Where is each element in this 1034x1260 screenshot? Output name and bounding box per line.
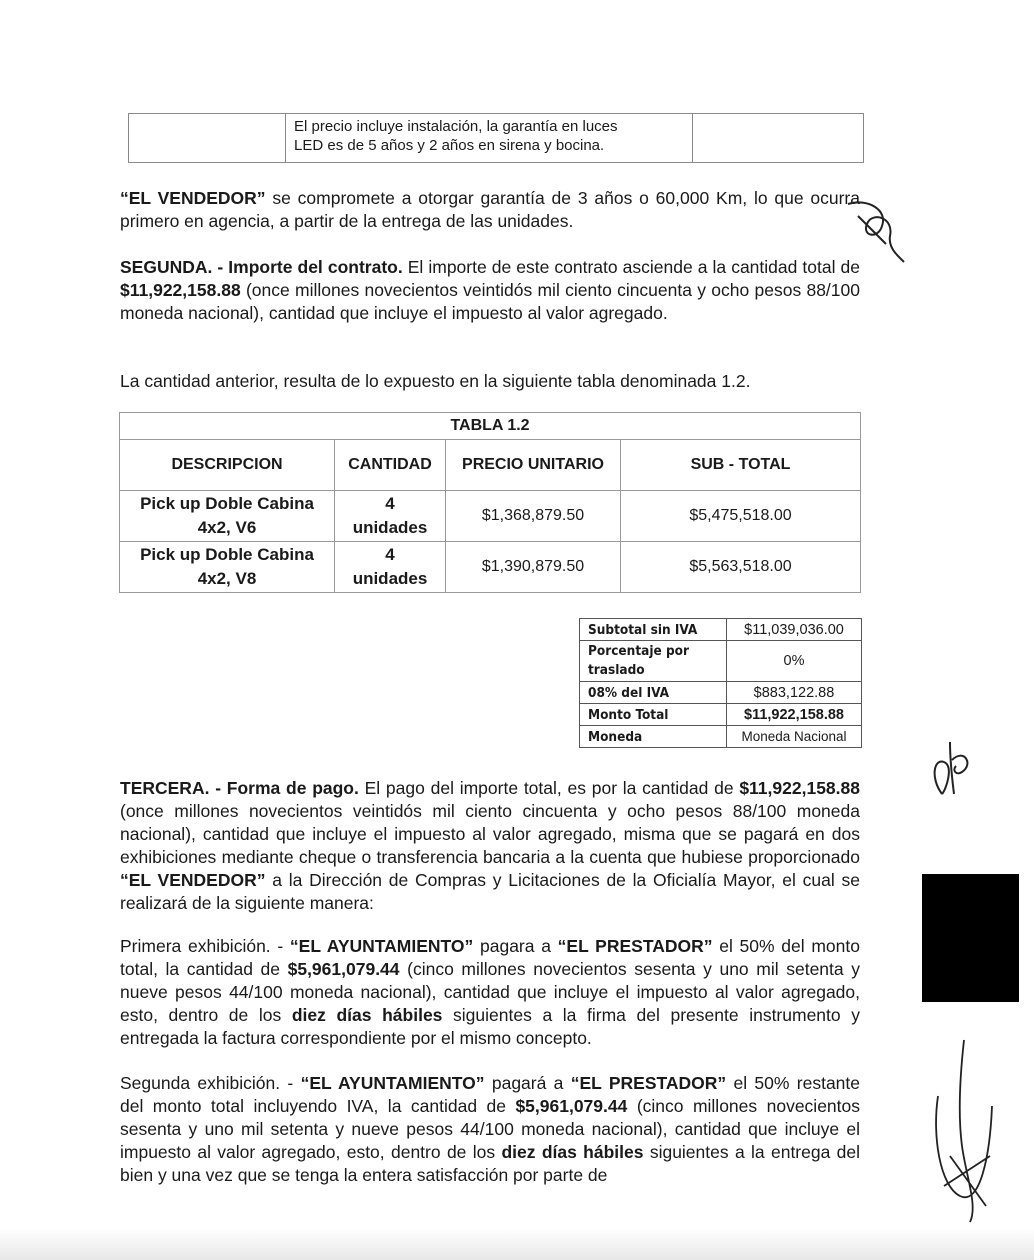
summary-value: Moneda Nacional — [727, 726, 862, 748]
desc-line: 4x2, V6 — [197, 518, 257, 537]
party-term: “EL PRESTADOR” — [570, 1073, 727, 1093]
initials-signature-top — [838, 196, 908, 266]
first-payment-paragraph — [120, 935, 860, 1050]
qty-line: unidades — [352, 518, 428, 537]
qty-line: 4 — [385, 545, 395, 564]
amount: $11,922,158.88 — [120, 280, 241, 300]
subtotal-cell: $5,563,518.00 — [621, 542, 861, 593]
empty-cell — [129, 114, 286, 163]
party-term: “EL AYUNTAMIENTO” — [300, 1073, 485, 1093]
desc-line: 4x2, V8 — [197, 569, 257, 588]
clause-text: Primera exhibición. - — [120, 936, 290, 956]
summary-value: $11,922,158.88 — [727, 704, 862, 726]
summary-row — [580, 619, 862, 641]
redaction-block — [922, 874, 1019, 1002]
signature-bottom-right — [930, 1036, 1000, 1226]
clause-text: (once millones novecientos veintidós mil ciento cincuenta y ocho pesos 88/100 moneda nacional), cantidad que incluye el impuesto al valor agregado. — [120, 280, 860, 323]
party-term: “EL PRESTADOR” — [557, 936, 713, 956]
summary-label: Subtotal sin IVA — [580, 619, 727, 641]
qty-cell — [335, 491, 446, 542]
second-payment-paragraph — [120, 1072, 860, 1187]
clause-text: El pago del importe total, es por la cantidad de — [358, 778, 740, 798]
tabla-1-2 — [119, 412, 861, 593]
summary-row — [580, 726, 862, 748]
clause-heading: SEGUNDA. - Importe del contrato. — [120, 257, 403, 277]
subtotal-cell: $5,475,518.00 — [621, 491, 861, 542]
col-header: DESCRIPCION — [120, 440, 335, 491]
amount: $11,922,158.88 — [739, 778, 860, 798]
clause-text: a la Dirección de Compras y Licitaciones de la Oficialía Mayor, el cual se realizará de la siguiente manera: — [120, 870, 860, 913]
summary-row — [580, 704, 862, 726]
clause-heading: TERCERA. - Forma de pago. — [120, 778, 359, 798]
amount: $5,961,079.44 — [287, 959, 400, 979]
desc-line: Pick up Doble Cabina — [140, 494, 314, 513]
empty-cell — [693, 114, 864, 163]
deadline-term: diez días hábiles — [291, 1005, 443, 1025]
table-row — [120, 491, 861, 542]
col-header: CANTIDAD — [335, 440, 446, 491]
amount: $5,961,079.44 — [515, 1096, 628, 1116]
clause-text: pagará a — [484, 1073, 571, 1093]
warranty-text: se compromete a otorgar garantía de 3 años o 60,000 Km, lo que ocurra primero en agencia, a partir de la entrega de las unidades. — [120, 188, 860, 231]
summary-row — [580, 641, 862, 682]
qty-cell — [335, 542, 446, 593]
scan-shadow — [0, 1228, 1034, 1260]
clause-text: siguientes a la firma del presente instrumento y entregada la factura correspondiente por el mismo concepto. — [120, 1005, 860, 1048]
clause-tercera — [120, 777, 860, 915]
table-title: TABLA 1.2 — [120, 413, 861, 440]
qty-line: 4 — [385, 494, 395, 513]
vendor-term: “EL VENDEDOR” — [120, 870, 266, 890]
warranty-paragraph — [120, 187, 860, 233]
col-header: SUB - TOTAL — [621, 440, 861, 491]
clause-text: Segunda exhibición. - — [120, 1073, 301, 1093]
warranty-note-line2: LED es de 5 años y 2 años en sirena y bocina. — [294, 137, 605, 154]
summary-label: 08% del IVA — [580, 682, 727, 704]
summary-value: 0% — [727, 641, 862, 682]
summary-row — [580, 682, 862, 704]
initials-signature-middle — [928, 738, 976, 798]
clause-text: pagara a — [473, 936, 558, 956]
table-row — [120, 542, 861, 593]
summary-label: Porcentaje por traslado — [580, 641, 727, 682]
clause-segunda — [120, 256, 860, 325]
summary-value: $11,039,036.00 — [727, 619, 862, 641]
clause-text: (cinco millones novecientos sesenta y uno mil setenta y nueve pesos 44/100 moneda nacional), cantidad que incluye el impuesto al valor agregado, esto, dentro de los — [120, 959, 860, 1025]
clause-text: (once millones novecientos veintidós mil ciento cincuenta y ocho pesos 88/100 moneda nacional), cantidad que incluye el impuesto al valor agregado, misma que se pagará en dos exhibiciones mediante cheque o transferencia bancaria a la cuenta que hubiese proporcionado — [120, 801, 860, 867]
clause-text: siguientes a la entrega del bien y una vez que se tenga la entera satisfacción por parte de — [120, 1142, 861, 1185]
vendor-term: “EL VENDEDOR” — [120, 188, 266, 208]
party-term: “EL AYUNTAMIENTO” — [289, 936, 474, 956]
clause-text: (cinco millones novecientos sesenta y uno mil setenta y nueve pesos 44/100 moneda nacional), cantidad que incluye el impuesto al valor agregado, esto, dentro de los — [120, 1096, 861, 1162]
desc-cell — [120, 542, 335, 593]
qty-line: unidades — [352, 569, 428, 588]
summary-label: Moneda — [580, 726, 727, 748]
warranty-note-line1: El precio incluye instalación, la garantía en luces — [294, 118, 618, 135]
clause-text: el 50% restante del monto total incluyendo IVA, la cantidad de — [120, 1073, 861, 1116]
desc-line: Pick up Doble Cabina — [140, 545, 314, 564]
clause-text: El importe de este contrato asciende a la cantidad total de — [402, 257, 860, 277]
clause-text: el 50% del monto total, la cantidad de — [120, 936, 860, 979]
price-cell: $1,390,879.50 — [446, 542, 621, 593]
summary-label: Monto Total — [580, 704, 727, 726]
top-table-fragment — [128, 113, 864, 163]
deadline-term: diez días hábiles — [501, 1142, 644, 1162]
col-header: PRECIO UNITARIO — [446, 440, 621, 491]
table-intro: La cantidad anterior, resulta de lo expuesto en la siguiente tabla denominada 1.2. — [120, 371, 751, 391]
summary-table — [579, 618, 862, 748]
summary-value: $883,122.88 — [727, 682, 862, 704]
warranty-note-cell — [286, 114, 693, 163]
price-cell: $1,368,879.50 — [446, 491, 621, 542]
desc-cell — [120, 491, 335, 542]
